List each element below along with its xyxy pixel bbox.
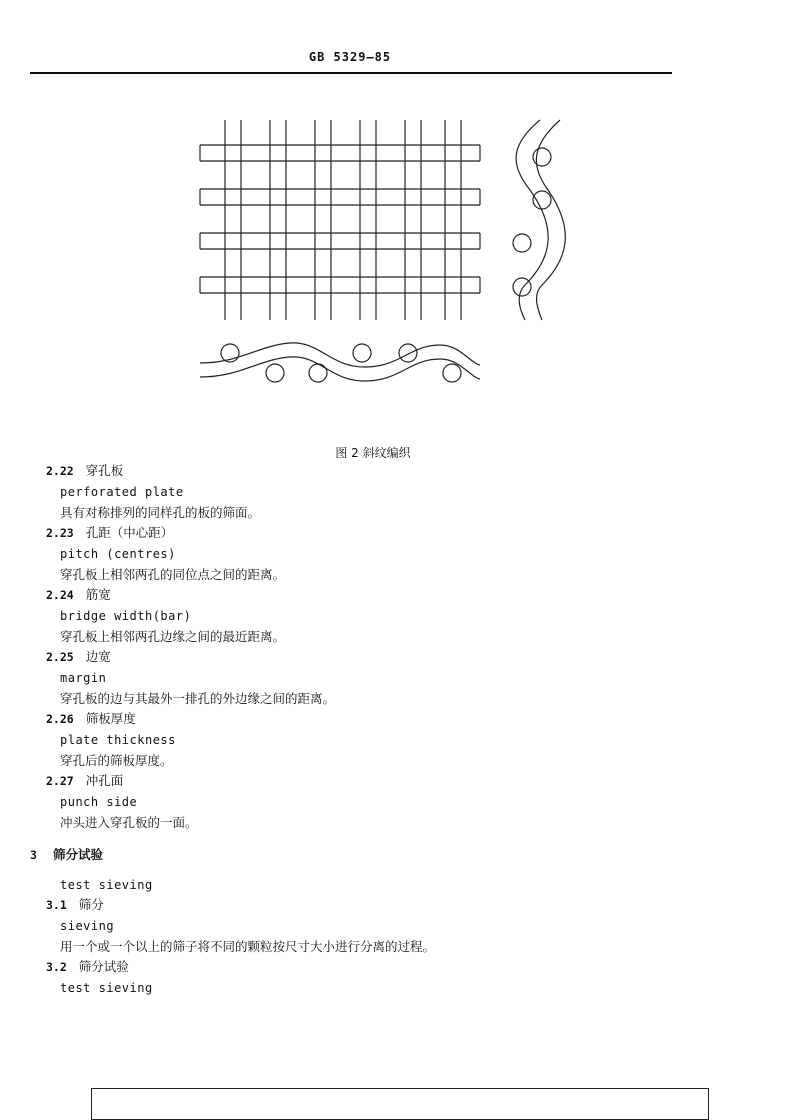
section-number: 2.27 <box>46 774 74 788</box>
section-2-27-heading <box>46 772 766 790</box>
side-section <box>513 120 565 320</box>
section-title: 穿孔板 <box>85 463 124 478</box>
section-3-1-heading <box>46 896 766 914</box>
section-3-2-term: test sieving <box>60 981 153 995</box>
section-2-24-definition: 穿孔板上相邻两孔边缘之间的最近距离。 <box>60 629 286 644</box>
chapter-3-heading <box>30 846 750 864</box>
section-title: 边宽 <box>85 649 111 664</box>
section-2-26-definition: 穿孔后的筛板厚度。 <box>60 753 173 768</box>
section-2-25-heading <box>46 648 766 666</box>
section-number: 3.1 <box>46 898 67 912</box>
section-2-22-heading <box>46 462 766 480</box>
section-2-23-definition: 穿孔板上相邻两孔的同位点之间的距离。 <box>60 567 286 582</box>
twill-weave-figure <box>180 105 600 415</box>
section-2-23-term: pitch (centres) <box>60 547 176 561</box>
bottom-section <box>200 343 480 382</box>
chapter-title: 筛分试验 <box>52 847 103 862</box>
section-3-2-heading <box>46 958 766 976</box>
section-2-25-term: margin <box>60 671 107 685</box>
section-title: 筛板厚度 <box>85 711 136 726</box>
section-number: 2.26 <box>46 712 74 726</box>
section-2-25-definition: 穿孔板的边与其最外一排孔的外边缘之间的距离。 <box>60 691 336 706</box>
section-title: 冲孔面 <box>85 773 124 788</box>
section-title: 筋宽 <box>85 587 111 602</box>
vertical-wires <box>225 120 461 320</box>
section-number: 2.23 <box>46 526 74 540</box>
section-title: 筛分试验 <box>78 959 129 974</box>
header-rule <box>30 72 672 74</box>
section-2-26-term: plate thickness <box>60 733 176 747</box>
figure-caption: 图 2 斜纹编织 <box>335 446 411 460</box>
section-number: 2.22 <box>46 464 74 478</box>
section-number: 3.2 <box>46 960 67 974</box>
horizontal-wires <box>200 145 480 293</box>
section-2-24-term: bridge width(bar) <box>60 609 192 623</box>
section-2-27-term: punch side <box>60 795 138 809</box>
page-header: GB 5329—85 <box>308 50 392 64</box>
footer-box <box>91 1088 709 1120</box>
section-2-22-term: perforated plate <box>60 485 184 499</box>
section-title: 筛分 <box>78 897 104 912</box>
section-number: 2.25 <box>46 650 74 664</box>
section-2-27-definition: 冲头进入穿孔板的一面。 <box>60 815 198 830</box>
section-2-26-heading <box>46 710 766 728</box>
weave-grid <box>200 120 480 320</box>
section-number: 2.24 <box>46 588 74 602</box>
section-title: 孔距（中心距） <box>85 525 174 540</box>
section-3-1-term: sieving <box>60 919 115 933</box>
section-2-23-heading <box>46 524 766 542</box>
chapter-3-term: test sieving <box>60 878 153 892</box>
section-2-24-heading <box>46 586 766 604</box>
chapter-number: 3 <box>30 848 37 862</box>
section-2-22-definition: 具有对称排列的同样孔的板的筛面。 <box>60 505 261 520</box>
section-3-1-definition: 用一个或一个以上的筛子将不同的颗粒按尺寸大小进行分离的过程。 <box>60 939 436 954</box>
